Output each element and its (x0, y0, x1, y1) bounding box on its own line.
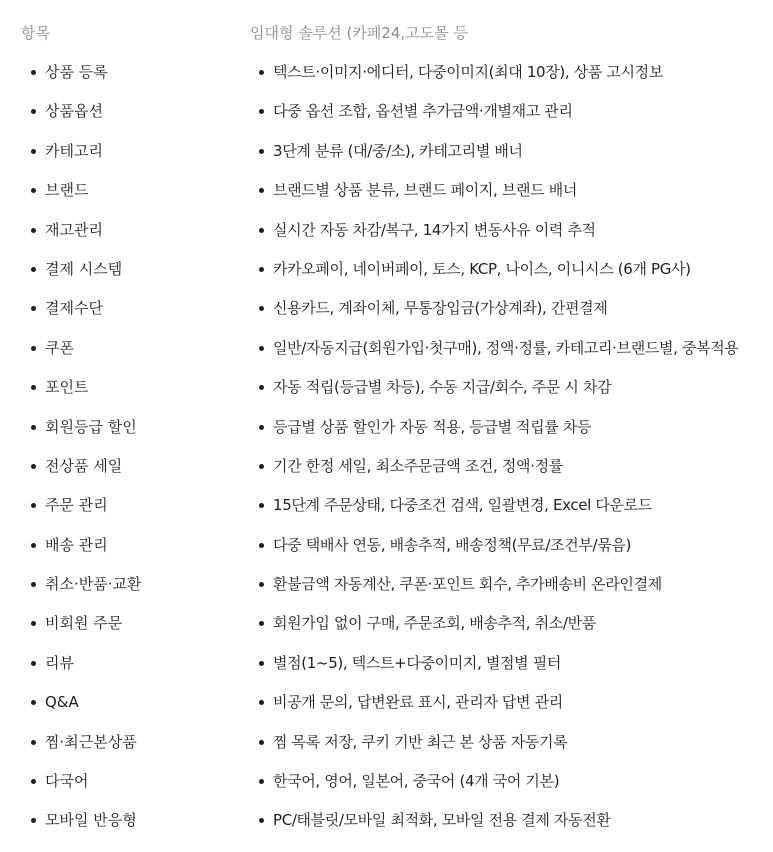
row-item: 쿠폰 (45, 338, 74, 357)
table-row (0, 249, 773, 288)
table-header (0, 18, 773, 46)
bullet-icon (31, 621, 36, 626)
row-item: 취소·반품·교환 (45, 575, 142, 594)
table-row (0, 91, 773, 130)
bullet-icon (31, 582, 36, 587)
bullet-icon (259, 267, 264, 272)
row-description: 다중 택배사 연동, 배송추적, 배송정책(무료/조건부/묶음) (273, 535, 632, 554)
row-description: 15단계 주문상태, 다중조건 검색, 일괄변경, Excel 다운로드 (273, 496, 652, 515)
table-row (0, 170, 773, 209)
bullet-icon (259, 385, 264, 390)
row-item: 포인트 (45, 378, 89, 397)
header-solution: 임대형 솔루션 (카페24,고도몰 등 (250, 24, 468, 42)
table-row (0, 800, 773, 839)
bullet-icon (31, 543, 36, 548)
row-description: 실시간 자동 차감/복구, 14가지 변동사유 이력 추적 (273, 220, 596, 239)
bullet-icon (31, 70, 36, 75)
bullet-icon (31, 149, 36, 154)
row-item: 재고관리 (45, 220, 103, 239)
bullet-icon (31, 661, 36, 666)
bullet-icon (31, 779, 36, 784)
row-item: 주문 관리 (45, 496, 108, 515)
table-row (0, 525, 773, 564)
bullet-icon (31, 267, 36, 272)
bullet-icon (31, 109, 36, 114)
row-description: 찜 목록 저장, 쿠키 기반 최근 본 상품 자동기록 (273, 732, 568, 751)
bullet-icon (259, 346, 264, 351)
bullet-icon (31, 818, 36, 823)
table-row (0, 407, 773, 446)
bullet-icon (259, 543, 264, 548)
row-item: 전상품 세일 (45, 456, 123, 475)
table-body (0, 52, 773, 840)
table-row (0, 446, 773, 485)
row-description: 3단계 분류 (대/중/소), 카테고리별 배너 (273, 141, 523, 160)
row-item: 찜·최근본상품 (45, 732, 137, 751)
row-item: 카테고리 (45, 141, 103, 160)
bullet-icon (259, 70, 264, 75)
row-description: 브랜드별 상품 분류, 브랜드 페이지, 브랜드 배너 (273, 181, 578, 200)
table-row (0, 52, 773, 91)
bullet-icon (259, 228, 264, 233)
row-item: 상품옵션 (45, 102, 103, 121)
bullet-icon (31, 425, 36, 430)
bullet-icon (31, 306, 36, 311)
bullet-icon (31, 700, 36, 705)
row-item: 리뷰 (45, 653, 74, 672)
bullet-icon (259, 779, 264, 784)
row-description: 텍스트·이미지·에디터, 다중이미지(최대 10장), 상품 고시정보 (273, 63, 663, 81)
row-item: Q&A (45, 693, 79, 712)
row-description: 일반/자동지급(회원가입·첫구매), 정액·정률, 카테고리·브랜드별, 중복적용 (273, 338, 739, 357)
row-item: 결제 시스템 (45, 259, 123, 278)
row-item: 상품 등록 (45, 63, 108, 81)
row-item: 브랜드 (45, 181, 89, 200)
row-item: 회원등급 할인 (45, 417, 137, 436)
table-row (0, 643, 773, 682)
bullet-icon (259, 740, 264, 745)
bullet-icon (31, 464, 36, 469)
bullet-icon (31, 346, 36, 351)
bullet-icon (259, 661, 264, 666)
bullet-icon (259, 818, 264, 823)
row-description: 한국어, 영어, 일본어, 중국어 (4개 국어 기본) (273, 772, 560, 791)
bullet-icon (31, 503, 36, 508)
bullet-icon (259, 503, 264, 508)
row-item: 다국어 (45, 772, 89, 791)
row-description: 등급별 상품 할인가 자동 적용, 등급별 적립률 차등 (273, 417, 592, 436)
table-row (0, 485, 773, 524)
table-row (0, 131, 773, 170)
table-row (0, 367, 773, 406)
header-item: 항목 (21, 24, 50, 42)
table-row (0, 328, 773, 367)
table-row (0, 761, 773, 800)
table-row (0, 603, 773, 642)
row-description: 별점(1~5), 텍스트+다중이미지, 별점별 필터 (273, 653, 562, 672)
row-item: 비회원 주문 (45, 614, 123, 633)
row-description: 회원가입 없이 구매, 주문조회, 배송추적, 취소/반품 (273, 614, 596, 633)
row-item: 모바일 반응형 (45, 811, 137, 830)
table-row (0, 288, 773, 327)
row-description: 다중 옵션 조합, 옵션별 추가금액·개별재고 관리 (273, 102, 573, 121)
table-row (0, 564, 773, 603)
bullet-icon (259, 188, 264, 193)
row-description: 환불금액 자동계산, 쿠폰·포인트 회수, 추가배송비 온라인결제 (273, 575, 662, 594)
table-row (0, 682, 773, 721)
bullet-icon (259, 700, 264, 705)
row-item: 결제수단 (45, 299, 103, 318)
bullet-icon (31, 228, 36, 233)
bullet-icon (31, 385, 36, 390)
row-description: 비공개 문의, 답변완료 표시, 관리자 답변 관리 (273, 693, 563, 712)
row-description: 기간 한정 세일, 최소주문금액 조건, 정액·정률 (273, 456, 563, 475)
bullet-icon (259, 109, 264, 114)
row-description: 카카오페이, 네이버페이, 토스, KCP, 나이스, 이니시스 (6개 PG사) (273, 259, 691, 278)
bullet-icon (259, 621, 264, 626)
bullet-icon (31, 740, 36, 745)
row-item: 배송 관리 (45, 535, 108, 554)
bullet-icon (31, 188, 36, 193)
bullet-icon (259, 464, 264, 469)
bullet-icon (259, 149, 264, 154)
bullet-icon (259, 306, 264, 311)
table-row (0, 210, 773, 249)
table-row (0, 722, 773, 761)
bullet-icon (259, 425, 264, 430)
row-description: 신용카드, 계좌이체, 무통장입금(가상계좌), 간편결제 (273, 299, 608, 318)
bullet-icon (259, 582, 264, 587)
row-description: PC/태블릿/모바일 최적화, 모바일 전용 결제 자동전환 (273, 811, 611, 830)
row-description: 자동 적립(등급별 차등), 수동 지급/회수, 주문 시 차감 (273, 378, 612, 397)
